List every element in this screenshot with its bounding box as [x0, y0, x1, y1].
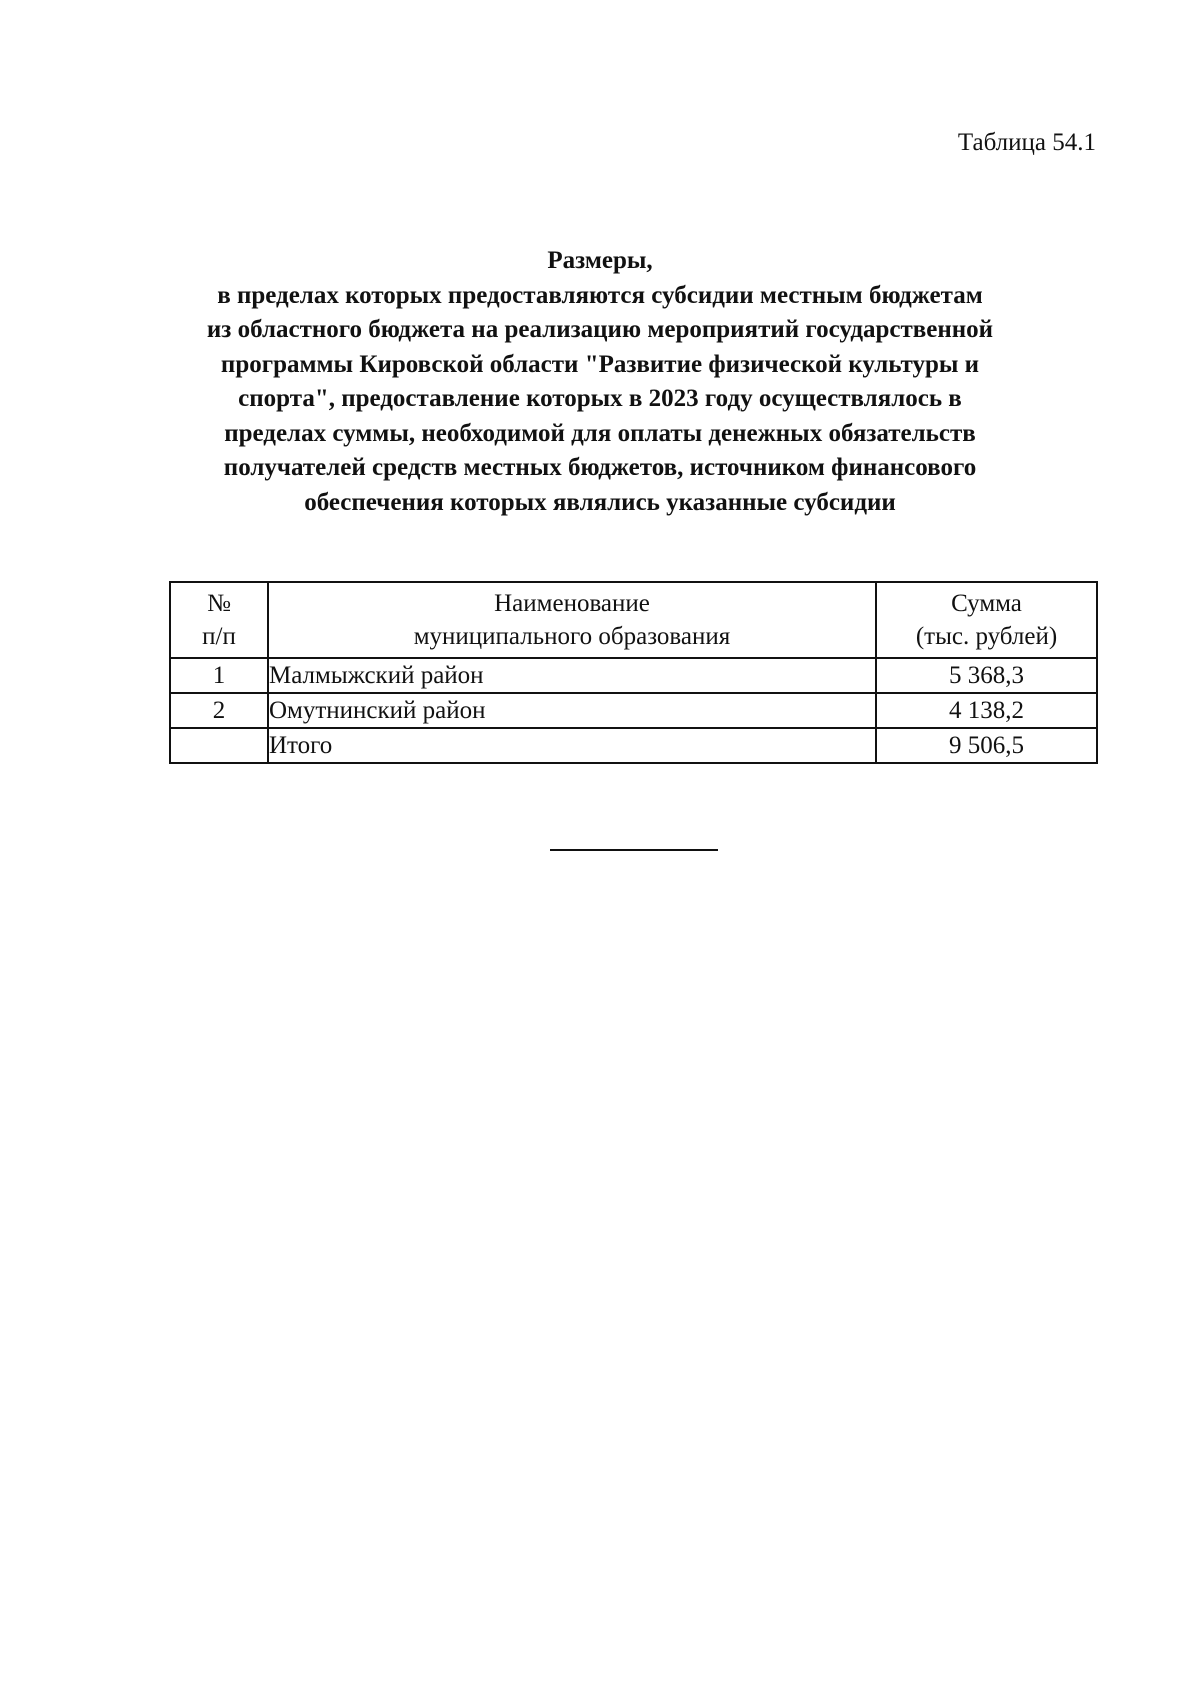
- row-name: Итого: [268, 728, 876, 763]
- header-name-line: муниципального образования: [413, 623, 731, 650]
- header-sum-line: Сумма: [951, 590, 1022, 617]
- heading-line: в пределах которых предоставляются субсидии местным бюджетам: [217, 281, 983, 309]
- row-num: [170, 728, 268, 763]
- header-name-line: Наименование: [494, 590, 650, 617]
- subsidy-table: [169, 581, 1098, 764]
- header-name: [268, 582, 876, 658]
- header-num-line: №: [207, 590, 231, 617]
- heading-line: программы Кировской области "Развитие физической культуры и: [220, 350, 980, 378]
- heading-line: спорта", предоставление которых в 2023 году осуществлялось в: [238, 385, 962, 412]
- document-heading: [150, 244, 1050, 520]
- row-name: Омутнинский район: [268, 693, 876, 728]
- row-sum: 9 506,5: [876, 728, 1097, 763]
- heading-line: получателей средств местных бюджетов, источником финансового: [223, 454, 977, 481]
- row-num: 1: [170, 658, 268, 693]
- table-number: Таблица 54.1: [957, 129, 1096, 156]
- header-sum-line: (тыс. рублей): [915, 623, 1058, 650]
- table-row: [170, 693, 1097, 728]
- table-header-row: [170, 582, 1097, 658]
- row-sum: 5 368,3: [876, 658, 1097, 693]
- row-num: 2: [170, 693, 268, 728]
- table-row: [170, 658, 1097, 693]
- row-sum: 4 138,2: [876, 693, 1097, 728]
- heading-line: обеспечения которых являлись указанные субсидии: [304, 488, 896, 516]
- heading-line: из областного бюджета на реализацию мероприятий государственной: [206, 316, 994, 343]
- end-divider-line: [550, 849, 718, 851]
- table-total-row: [170, 728, 1097, 763]
- header-num: [170, 582, 268, 658]
- header-sum: [876, 582, 1097, 658]
- heading-line: Размеры,: [547, 247, 653, 274]
- heading-line: пределах суммы, необходимой для оплаты денежных обязательств: [224, 419, 976, 447]
- header-num-line: п/п: [202, 623, 236, 650]
- row-name: Малмыжский район: [268, 658, 876, 693]
